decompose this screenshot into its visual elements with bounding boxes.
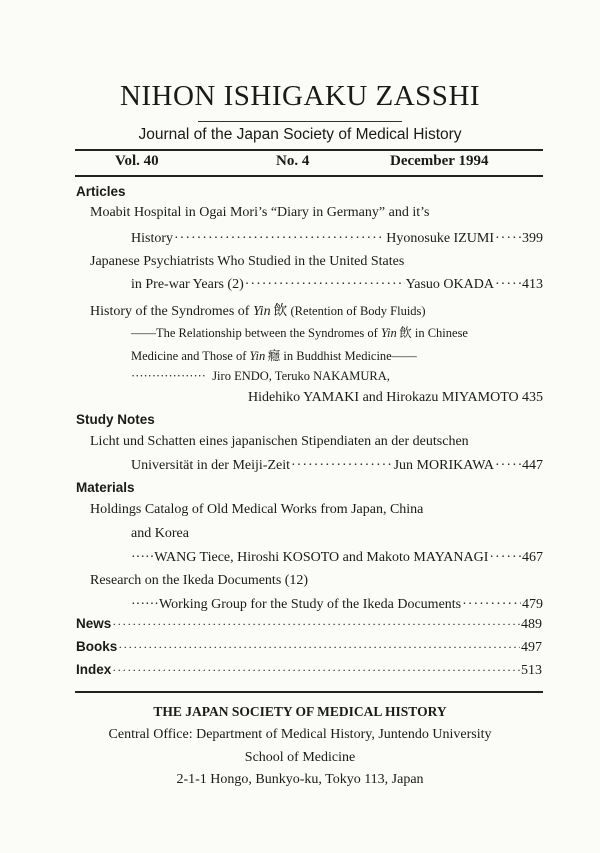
article-3-subtitle-text: in Chinese [411, 326, 468, 340]
issue-info-bar [75, 149, 543, 177]
yin-character: 飲 [399, 326, 412, 340]
issue-date: December 1994 [390, 153, 489, 169]
issue-number: No. 4 [276, 153, 310, 169]
study-note-1-title-line-2: Universität in der Meiji-Zeit [131, 458, 291, 473]
article-3-title-text: History of the Syndromes of [90, 304, 253, 319]
journal-subtitle: Journal of the Japan Society of Medical History [138, 126, 462, 143]
dot-leader [118, 640, 520, 655]
article-3-title-text: (Retention of Body Fluids) [287, 304, 426, 318]
volume-number: Vol. 40 [115, 153, 159, 169]
material-1-title-line-1: Holdings Catalog of Old Medical Works from Japan, China [90, 502, 424, 517]
article-3-authors-line-2: Hidehiko YAMAKI and Hirokazu MIYAMOTO [248, 390, 519, 405]
section-name: News [76, 616, 112, 631]
section-page: 497 [521, 640, 542, 655]
study-note-1-author: Jun MORIKAWA [393, 458, 494, 473]
section-name: Index [76, 662, 112, 677]
dot-leader [495, 458, 521, 474]
article-1-author: Hyonosuke IZUMI [386, 231, 494, 246]
yin-term: Yin [252, 304, 271, 319]
article-3-authors-line-1 [131, 369, 390, 384]
dot-leader [245, 277, 405, 293]
article-2-title-line-2: in Pre-war Years (2) [131, 277, 244, 292]
article-3-subtitle-text: in Buddhist Medicine—— [280, 349, 417, 363]
society-name: THE JAPAN SOCIETY OF MEDICAL HISTORY [153, 704, 447, 719]
section-books[interactable] [76, 639, 542, 656]
section-page: 489 [521, 617, 542, 632]
section-index[interactable] [76, 662, 542, 679]
dot-leader [520, 390, 521, 406]
article-3-entry[interactable] [248, 390, 543, 406]
yin-term: Yin [380, 326, 397, 340]
article-3-authors: Jiro ENDO, Teruko NAKAMURA, [212, 369, 390, 383]
yin-character: 飲 [273, 304, 288, 319]
footer-divider [75, 691, 543, 693]
article-1-title-line-1: Moabit Hospital in Ogai Mori’s “Diary in Germany” and it’s [90, 205, 430, 220]
office-address-line-2: School of Medicine [244, 750, 356, 765]
dot-leader [495, 277, 521, 293]
article-3-subtitle-text: ——The Relationship between the Syndromes of [131, 326, 381, 340]
section-heading-articles: Articles [76, 184, 126, 199]
material-1-title-line-2: and Korea [131, 526, 189, 541]
material-2-title-line-1: Research on the Ikeda Documents (12) [90, 573, 309, 588]
article-1-page: 399 [522, 231, 543, 246]
study-note-1-entry[interactable] [131, 458, 543, 474]
dot-leader [112, 663, 520, 678]
article-2-title-line-1: Japanese Psychiatrists Who Studied in the United States [90, 254, 405, 269]
study-note-1-title-line-1: Licht und Schatten eines japanischen Stipendiaten an der deutschen [90, 434, 469, 449]
article-3-title-line-2 [131, 323, 468, 341]
dot-leader: ·················· [131, 369, 206, 383]
article-1-entry[interactable] [131, 231, 543, 247]
dot-leader [112, 617, 520, 632]
section-name: Books [76, 639, 118, 654]
article-2-author: Yasuo OKADA [405, 277, 494, 292]
study-note-1-page: 447 [522, 458, 543, 473]
article-2-page: 413 [522, 277, 543, 292]
yin-character: 癮 [267, 349, 281, 363]
journal-title: NIHON ISHIGAKU ZASSHI [119, 80, 481, 112]
material-1-entry[interactable] [131, 550, 543, 566]
section-heading-materials: Materials [76, 480, 135, 495]
dot-leader [489, 550, 521, 566]
section-page: 513 [521, 663, 542, 678]
article-3-subtitle-text: Medicine and Those of [131, 349, 250, 363]
material-2-authors: ······Working Group for the Study of the Ikeda Documents [131, 597, 462, 612]
yin-term: Yin [249, 349, 266, 363]
dot-leader [462, 597, 521, 613]
office-address-line-3: 2-1-1 Hongo, Bunkyo-ku, Tokyo 113, Japan [176, 772, 424, 787]
dot-leader [291, 458, 393, 474]
section-heading-study-notes: Study Notes [76, 412, 155, 427]
article-3-title-line-3 [131, 346, 417, 364]
article-3-title-line-1 [90, 300, 426, 320]
title-divider [198, 121, 402, 122]
material-1-authors: ·····WANG Tiece, Hiroshi KOSOTO and Makoto MAYANAGI [131, 550, 489, 565]
article-3-page: 435 [522, 390, 543, 405]
dot-leader [174, 231, 385, 247]
section-news[interactable] [76, 616, 542, 633]
material-1-page: 467 [522, 550, 543, 565]
article-1-title-line-2: History [131, 231, 173, 246]
dot-leader [495, 231, 521, 247]
material-2-entry[interactable] [131, 597, 543, 613]
office-address-line-1: Central Office: Department of Medical History, Juntendo University [108, 727, 492, 742]
article-2-entry[interactable] [131, 277, 543, 293]
material-2-page: 479 [522, 597, 543, 612]
